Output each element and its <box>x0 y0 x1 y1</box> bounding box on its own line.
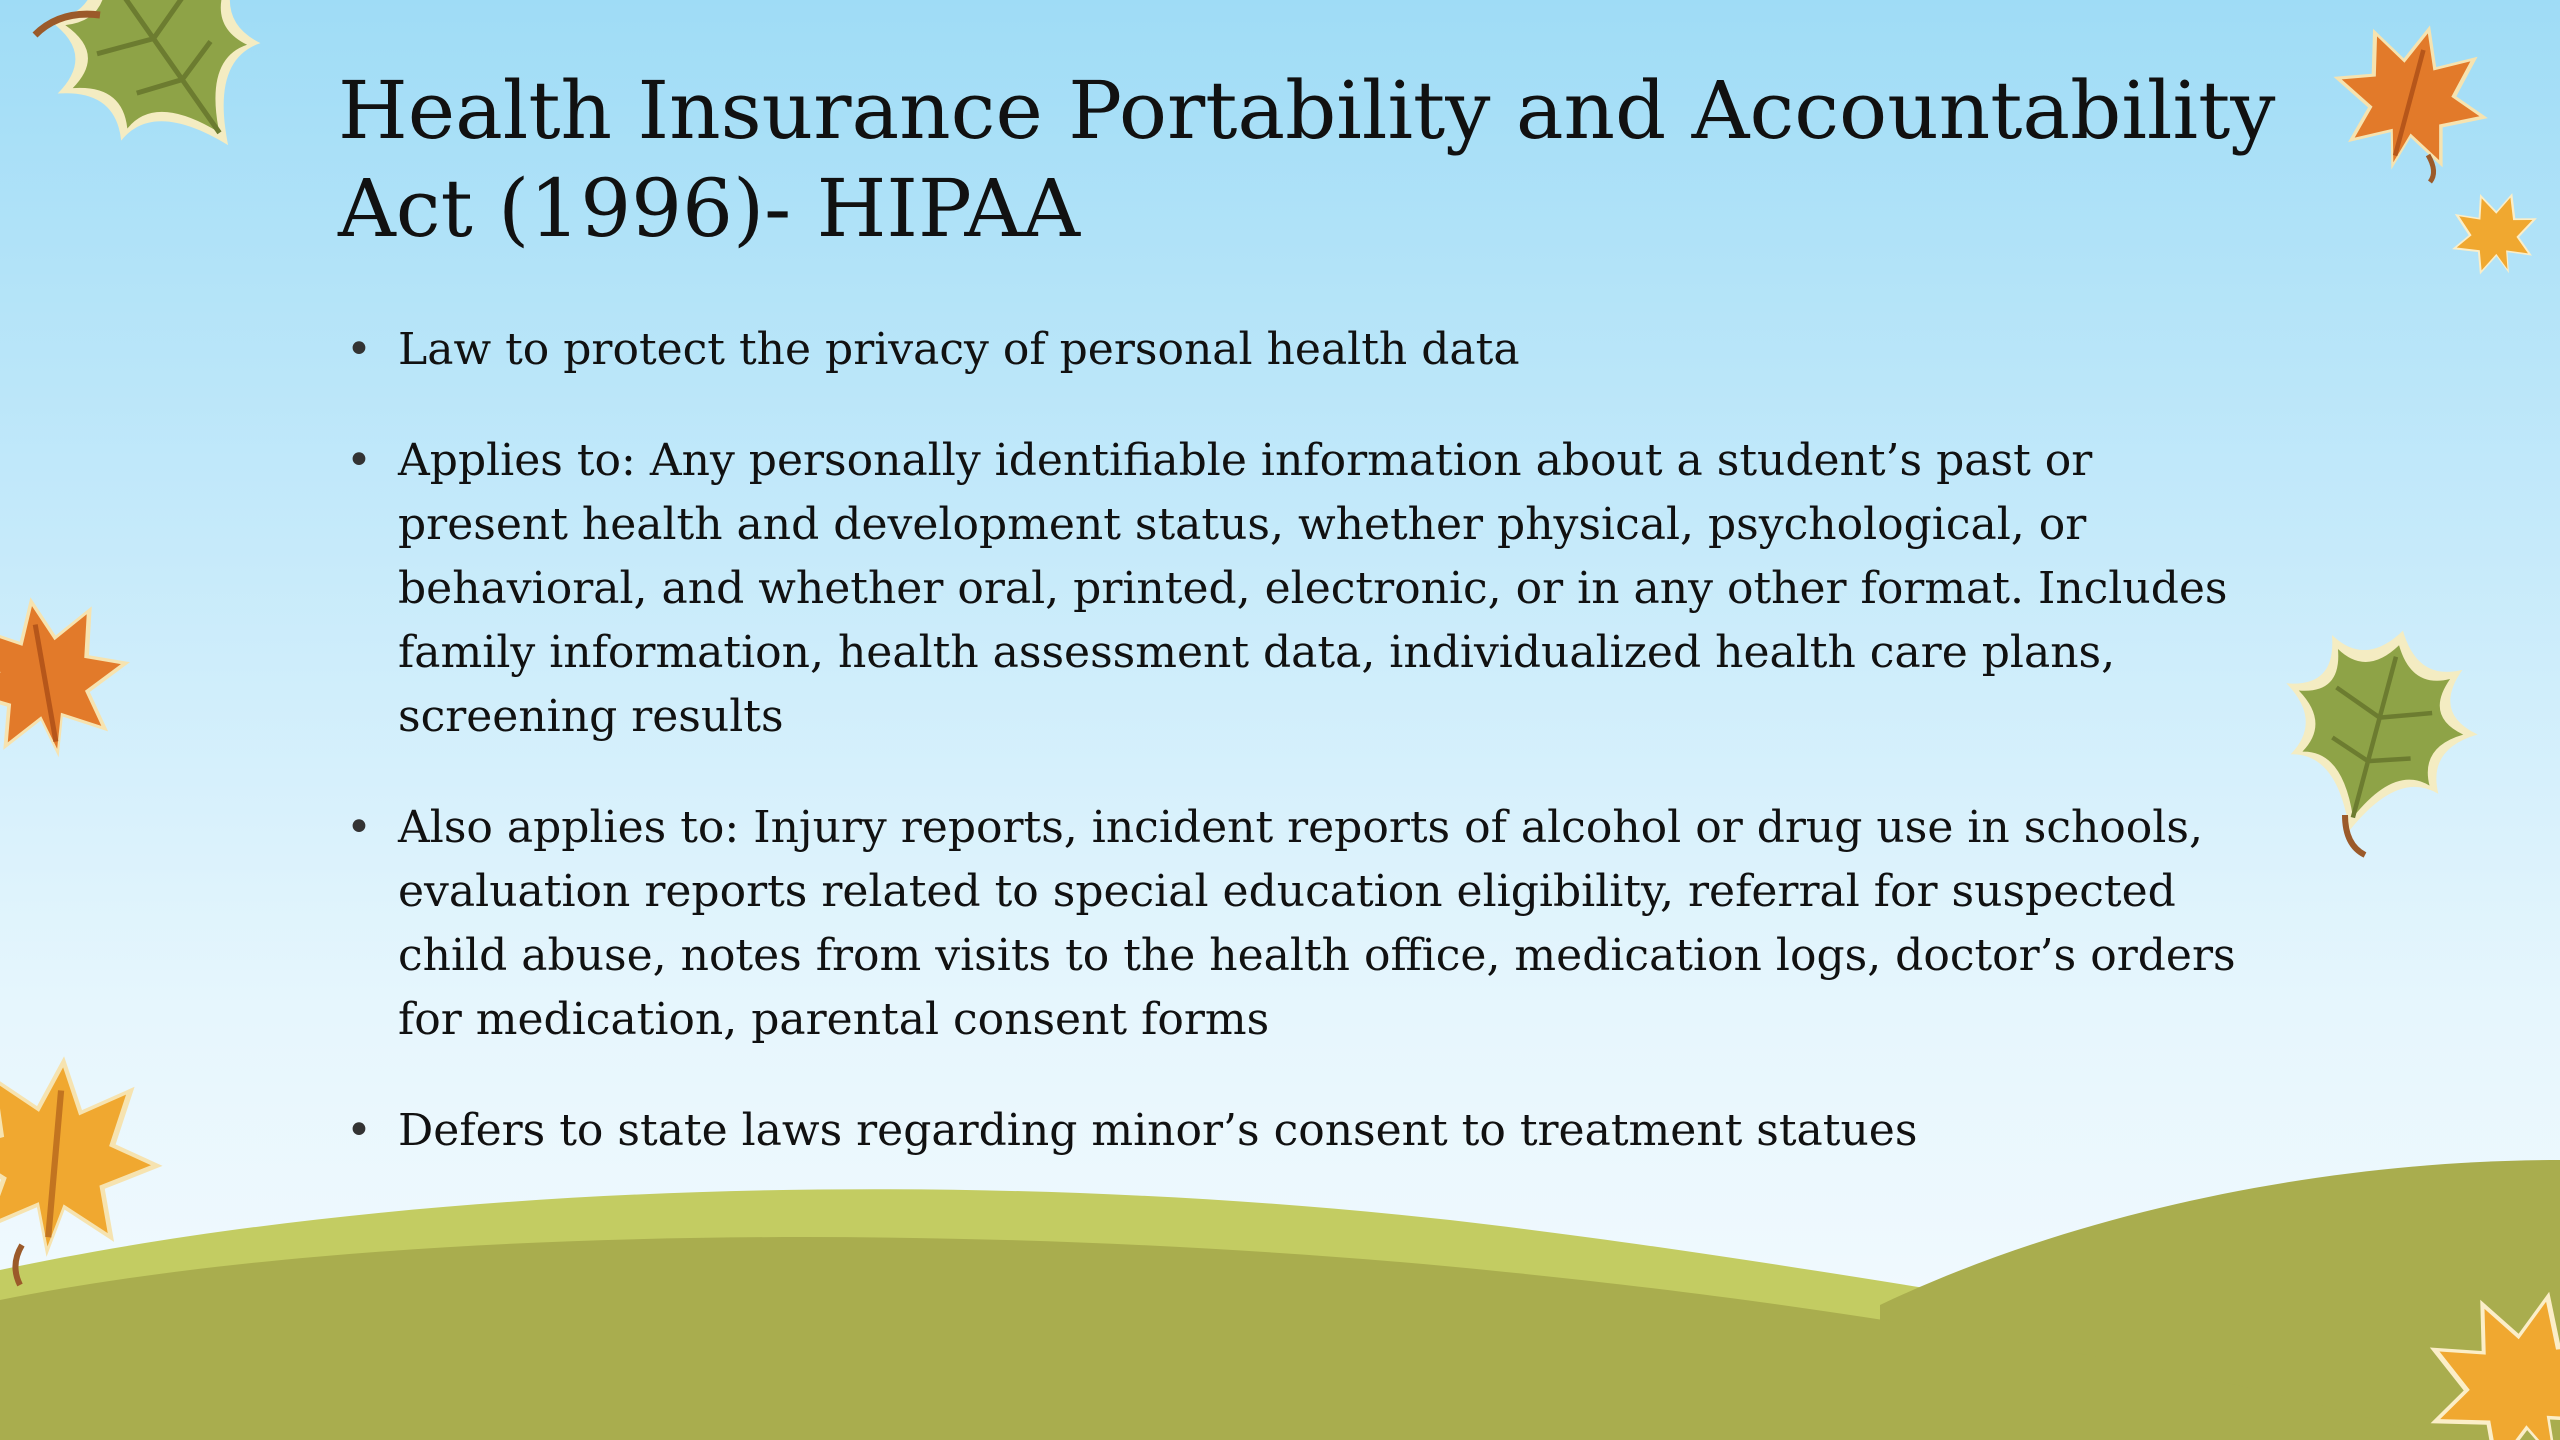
maple-leaf-icon <box>0 1047 171 1266</box>
oak-leaf-icon <box>2254 605 2499 856</box>
title-line-1: Health Insurance Portability and Accountability <box>338 64 2276 157</box>
bullet-list <box>340 318 2240 1210</box>
maple-leaf-icon <box>2314 5 2507 191</box>
slide-title <box>338 62 2288 258</box>
bullet-item: • Applies to: Any personally identifiable information about a student’s past or present health and development status, whether physical, psychological, or behavioral, and whether oral, printed, electronic, or in any other format. Includes family information, health assessment data, individualized health care plans, screening results <box>340 429 2240 749</box>
oak-leaf-icon <box>6 0 318 208</box>
maple-leaf-icon <box>0 582 144 772</box>
title-line-2: Act (1996)- HIPAA <box>338 162 1081 255</box>
bullet-item: • Law to protect the privacy of personal health data <box>340 318 2240 382</box>
bullet-item: • Defers to state laws regarding minor’s consent to treatment statues <box>340 1099 2240 1163</box>
bullet-item: • Also applies to: Injury reports, incident reports of alcohol or drug use in schools, evaluation reports related to special education eligibility, referral for suspected child abuse, notes from visits to the health office, medication logs, doctor’s orders for medication, parental consent forms <box>340 796 2240 1052</box>
maple-leaf-icon <box>2438 179 2552 289</box>
